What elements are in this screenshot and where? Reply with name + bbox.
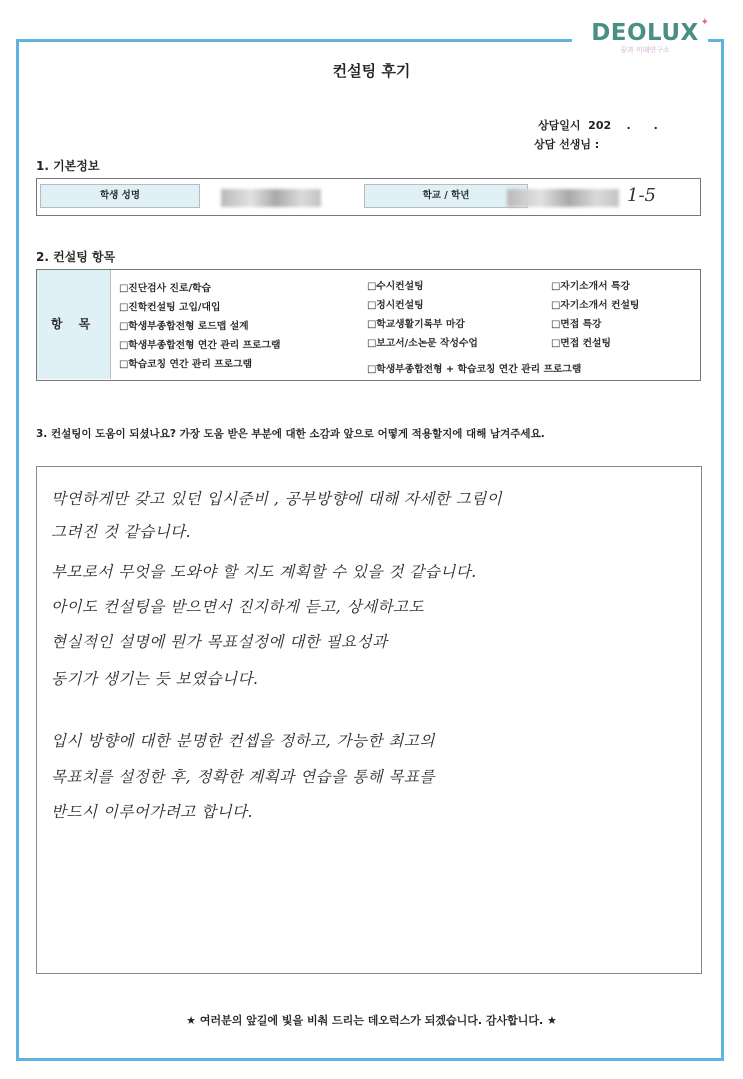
redacted-student-name <box>221 189 321 207</box>
option-checkbox[interactable]: □자기소개서 특강 <box>551 281 630 292</box>
option-checkbox[interactable]: □학습코칭 연간 관리 프로그램 <box>119 359 253 370</box>
student-name-label: 학생 성명 <box>40 184 200 208</box>
handwritten-class: 1-5 <box>627 185 656 206</box>
handwritten-line: 반드시 이루어가려고 합니다. <box>51 803 253 821</box>
handwritten-line: 아이도 컨설팅을 받으면서 진지하게 듣고, 상세하고도 <box>51 598 424 616</box>
consult-teacher-label: 상담 선생님 : <box>534 138 600 151</box>
footer-message: ★ 여러분의 앞길에 빛을 비춰 드리는 데오럭스가 되겠습니다. 감사합니다. ★ <box>186 1014 557 1027</box>
option-checkbox[interactable]: □진학컨설팅 고입/대입 <box>119 302 221 313</box>
handwritten-line: 동기가 생기는 듯 보였습니다. <box>51 670 259 688</box>
section-consulting-items: 2. 컨설팅 항목 <box>36 250 116 264</box>
section-basic-info: 1. 기본정보 <box>36 159 100 173</box>
brand-tagline: 꿈과 미래연구소 <box>620 46 670 54</box>
option-checkbox[interactable]: □자기소개서 컨설팅 <box>551 300 640 311</box>
consulting-items-table <box>36 269 701 381</box>
handwritten-line: 막연하게만 갖고 있던 입시준비 , 공부방향에 대해 자세한 그림이 <box>51 490 503 508</box>
sparkle-icon: ✦ <box>700 17 709 28</box>
handwritten-line: 부모로서 무엇을 도와야 할 지도 계획할 수 있을 것 같습니다. <box>51 563 477 581</box>
consult-date-label: 상담일시 202 . . <box>538 119 658 132</box>
handwritten-line: 입시 방향에 대한 분명한 컨셉을 정하고, 가능한 최고의 <box>51 732 435 750</box>
option-checkbox[interactable]: □학생부종합전형 연간 관리 프로그램 <box>119 340 281 351</box>
option-checkbox[interactable]: □면접 컨설팅 <box>551 338 611 349</box>
page-title: 컨설팅 후기 <box>332 62 411 80</box>
school-grade-label: 학교 / 학년 <box>364 184 528 208</box>
option-checkbox[interactable]: □학교생활기록부 마감 <box>367 319 465 330</box>
option-checkbox[interactable]: □학생부종합전형 로드맵 설계 <box>119 321 249 332</box>
basic-info-table <box>36 178 701 216</box>
items-header: 항 목 <box>37 270 111 379</box>
handwritten-line: 현실적인 설명에 뭔가 목표설정에 대한 필요성과 <box>51 633 388 651</box>
handwritten-line: 목표치를 설정한 후, 정확한 계획과 연습을 통해 목표를 <box>51 768 435 786</box>
option-checkbox[interactable]: □진단검사 진로/학습 <box>119 283 211 294</box>
handwritten-line: 그려진 것 같습니다. <box>51 523 192 541</box>
brand-name: DEOLUX <box>591 20 699 46</box>
option-checkbox[interactable]: □정시컨설팅 <box>367 300 424 311</box>
feedback-answer-box[interactable] <box>36 466 702 974</box>
section-feedback-question: 3. 컨설팅이 도움이 되셨나요? 가장 도움 받은 부분에 대한 소감과 앞으로 어떻게 적용할지에 대해 남겨주세요. <box>36 428 545 440</box>
redacted-school-name <box>507 189 619 207</box>
option-checkbox[interactable]: □학생부종합전형 + 학습코칭 연간 관리 프로그램 <box>367 364 582 375</box>
option-checkbox[interactable]: □수시컨설팅 <box>367 281 424 292</box>
brand-logo <box>585 17 709 55</box>
option-checkbox[interactable]: □면접 특강 <box>551 319 602 330</box>
option-checkbox[interactable]: □보고서/소논문 작성수업 <box>367 338 478 349</box>
